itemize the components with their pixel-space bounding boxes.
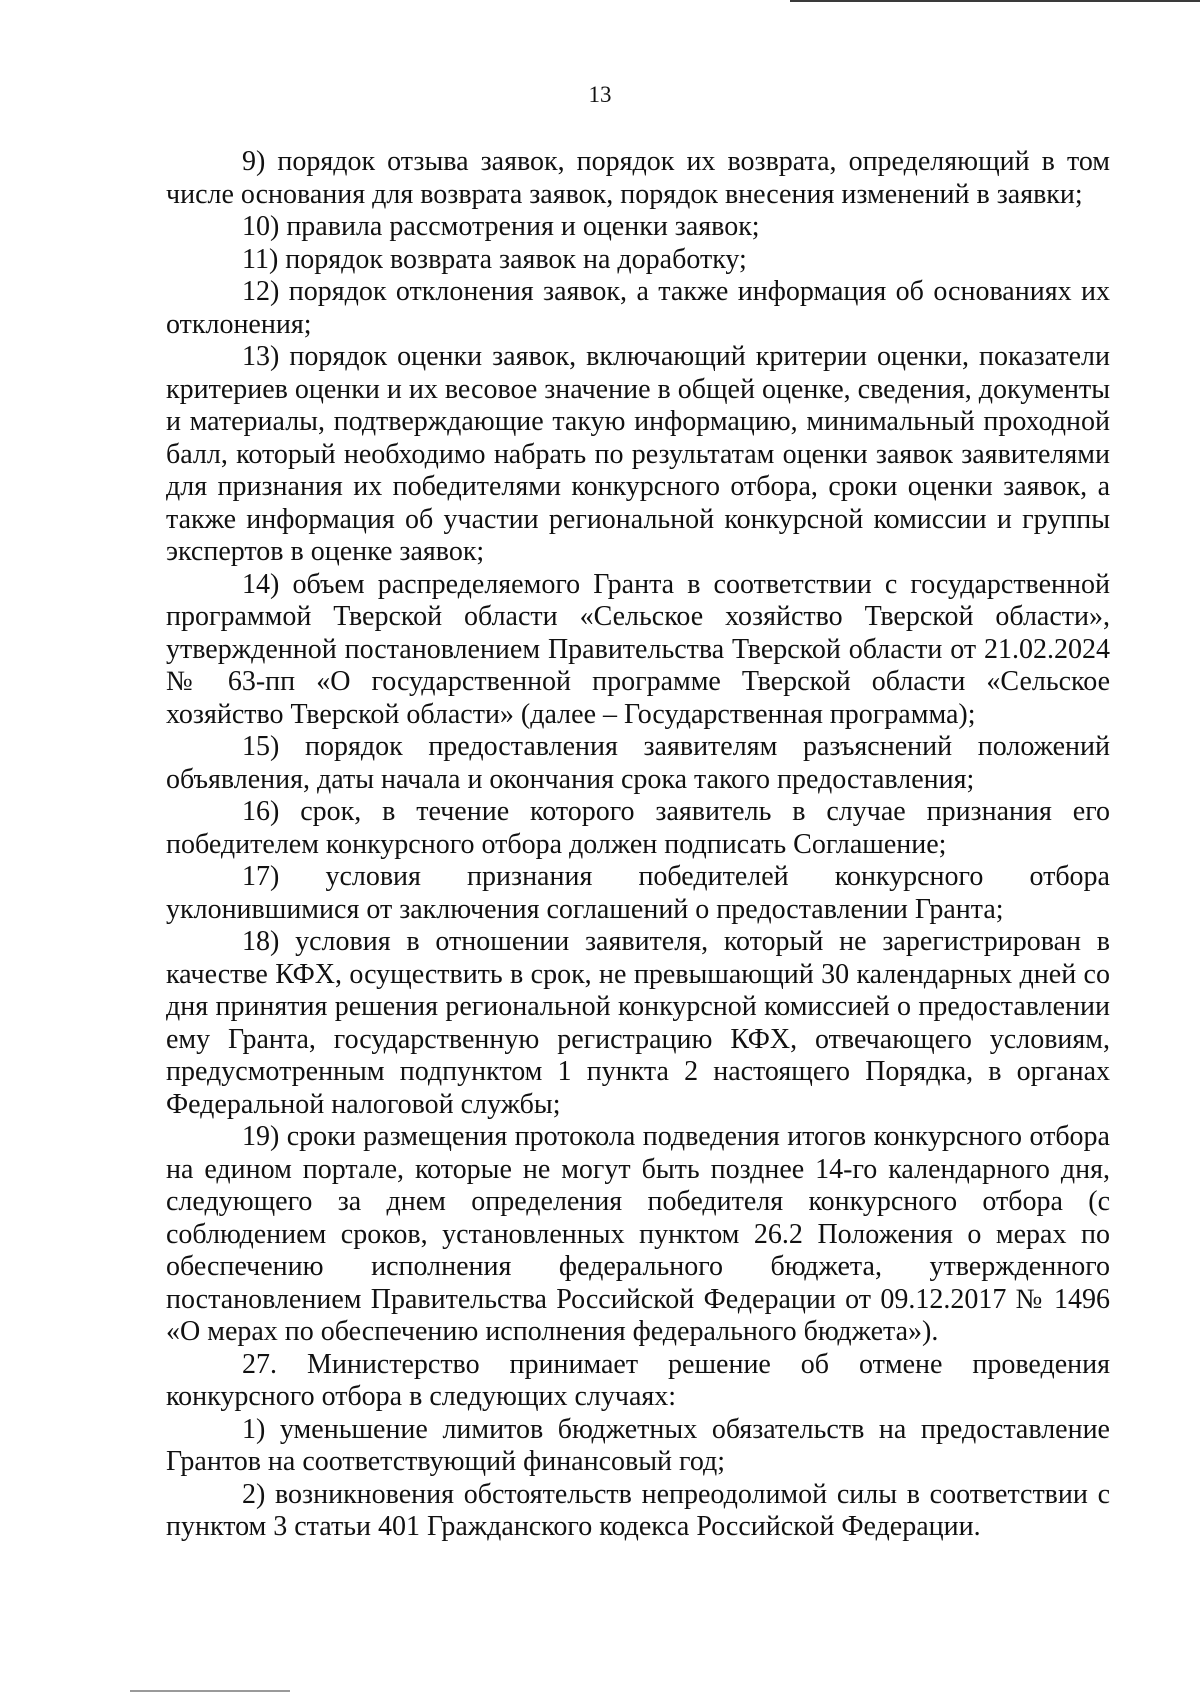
list-item-9: 9) порядок отзыва заявок, порядок их возврата, определяющий в том числе основания для возврата заявок, порядок внесения изменений в заявки; bbox=[166, 146, 1110, 210]
list-item-13: 13) порядок оценки заявок, включающий критерии оценки, показатели критериев оценки и их весовое значение в общей оценке, сведения, документы и материалы, подтверждающие такую информацию, минимальный проходной балл, который необходимо набрать по результатам оценки заявок заявителями для признания их победителями конкурсного отбора, сроки оценки заявок, а также информация об участии региональной конкурсной комиссии и группы экспертов в оценке заявок; bbox=[166, 341, 1111, 567]
list-item-18: 18) условия в отношении заявителя, который не зарегистрирован в качестве КФХ, осуществить в срок, не превышающий 30 календарных дней со дня принятия решения региональной конкурсной комиссией о предоставлении ему Гранта, государственную регистрацию КФХ, отвечающего условиям, предусмотренным подпунктом 1 пункта 2 настоящего Порядка, в органах Федеральной налоговой службы; bbox=[166, 926, 1110, 1120]
list-item-11: 11) порядок возврата заявок на доработку; bbox=[242, 243, 747, 275]
document-body bbox=[166, 146, 1110, 1544]
list-item-10: 10) правила рассмотрения и оценки заявок; bbox=[242, 211, 760, 242]
list-item-16: 16) срок, в течение которого заявитель в случае признания его победителем конкурсного отбора должен подписать Соглашение; bbox=[166, 796, 1110, 860]
list-item-17: 17) условия признания победителей конкурсного отбора уклонившимися от заключения соглашений о предоставлении Гранта; bbox=[166, 861, 1110, 925]
list-item-12: 12) порядок отклонения заявок, а также информация об основаниях их отклонения; bbox=[166, 276, 1110, 340]
list-item-15: 15) порядок предоставления заявителям разъяснений положений объявления, даты начала и окончания срока такого предоставления; bbox=[166, 731, 1110, 795]
list-item-19: 19) сроки размещения протокола подведения итогов конкурсного отбора на едином портале, которые не могут быть позднее 14-го календарного дня, следующего за днем определения победителя конкурсного отбора (с соблюдением сроков, установленных пунктом 26.2 Положения о мерах по обеспечению исполнения федерального бюджета, утвержденного постановлением Правительства Российской Федерации от 09.12.2017 № 1496 «О мерах по обеспечению исполнения федерального бюджета»). bbox=[166, 1121, 1110, 1347]
section-27-item-2: 2) возникновения обстоятельств непреодолимой силы в соответствии с пунктом 3 статьи 401 Гражданского кодекса Российской Федерации. bbox=[166, 1478, 1110, 1542]
scan-edge-line-bottom bbox=[130, 1690, 290, 1692]
scan-edge-line-top bbox=[790, 0, 1200, 2]
page-number: 13 bbox=[588, 82, 612, 107]
section-27-item-1: 1) уменьшение лимитов бюджетных обязательств на предоставление Грантов на соответствующий финансовый год; bbox=[166, 1413, 1110, 1477]
section-27: 27. Министерство принимает решение об отмене проведения конкурсного отбора в следующих случаях: bbox=[166, 1348, 1110, 1412]
list-item-14: 14) объем распределяемого Гранта в соответствии с государственной программой Тверской области «Сельское хозяйство Тверской области», утвержденной постановлением Правительства Тверской области от 21.02.2024 № 63-пп «О государственной программе Тверской области «Сельское хозяйство Тверской области» (далее – Государственная программа); bbox=[166, 568, 1110, 730]
